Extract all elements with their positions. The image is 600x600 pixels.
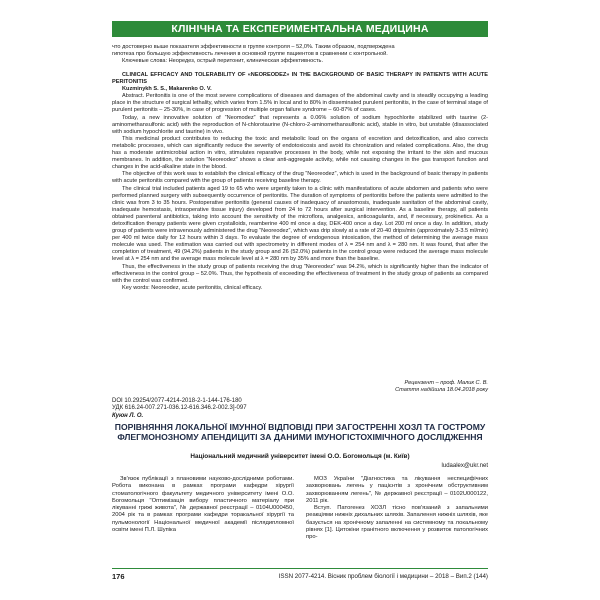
english-paragraph: Today, a new innovative solution of “Neomodez” that represents a 0.06% solution of sodium hypochlorite stabilized with taurine (2-aminomethansulfonic acid) with the reproduction of N-chlorotaurine (N-chloro-2-aminomethansulfonic acid), stable in vitro, but unstable (disassociated with sodium hypochlorite and taurine) in vivo. xyxy=(112,114,488,135)
english-paragraph: The clinical trial included patients aged 19 to 65 who were urgently taken to a clinic with manifestations of acute abdomen and patients who were performed planned surgery with subsequently occurrence of peritonitis. The duration of symptoms of peritonitis before the patients were admitted to the clinic was from 3 to 35 hours. Postoperative peritonitis (general causes of inadequacy of anastomosis, inadequate sanitation of the abdominal cavity, inadequate hemostasis, intraoperative tissue injury) developed from 24 to 72 hours after surgical intervention. As a baseline therapy, all patients obtained parenteral antibiotics, taking into account the sensitivity of the microflora, analgesics, anticoagulants, and, if necessary, prokinetics. As a detoxification therapy patients were given crystalloids, reamberine 400 ml once a day, DEK-400 once a day. Lot 200 ml once a day. In addition, study group of patients were intravenously administered the drug “Neoreodez”, which was drip slowly at a rate of 20-40 drips/min (approximately 3-3.5 ml/min) per 400 ml twice daily for 12 hours within 3 days. To evaluate the degree of endogenous intoxication, the method of determining the average mass molecule was used. The estimation was carried out with spectrometry in different modes of λ = 254 nm and λ = 280 nm. It was found, that after the completion of treatment, 49 (94.2%) patients in the study group and 26 (52.0%) patients in the control group were reduced the average mass molecule level at λ = 254 nm and the average mass molecule level at λ = 280 nm by 35% and more than the baseline. xyxy=(112,185,488,263)
affiliation: Національний медичний університет імені О.О. Богомольця (м. Київ) xyxy=(190,453,410,460)
previous-abstract-end xyxy=(112,44,488,65)
received-date: Стаття надійшла 18.04.2018 року xyxy=(395,387,488,394)
prev-abstract-line-2: гипотеза про большую эффективность лечения в основной группе пациентов в сравнении с контрольной. xyxy=(112,51,388,58)
footer-rule xyxy=(112,568,488,569)
journal-section-title: КЛІНІЧНА ТА ЕКСПЕРИМЕНТАЛЬНА МЕДИЦИНА xyxy=(171,23,429,35)
article-author: Куюн Л. О. xyxy=(112,412,144,419)
udc: УДК 616.24-007.271-036.12-616.346.2-002.3]-097 xyxy=(112,405,247,412)
doi: DOI 10.29254/2077-4214-2018-2-1-144-176-180 xyxy=(112,398,242,404)
left-column-text: Зв'язок публікації з плановими науково-дослідними роботами. Робота виконана в рамках програми кафедри хірургії стоматологічного факультету медичного університету імені О.О. Богомольця "Оптимізація вибору пластичного матеріалу при лікуванні грижі живота", № державної реєстрації – 0104U000450, 2004 рік та в рамках програми кафедри торакальної хірургії та пульмонології Національної медичної академії післядипломної освіти імені П.Л. Шупіка xyxy=(112,476,294,534)
prev-abstract-keywords: Ключевые слова: Неоредез, острый перитонит, клиническая эффективность. xyxy=(122,58,324,65)
right-column-text-1: МОЗ України "Діагностика та лікування неспецифічних захворювань легень у пацієнтів з хронічним обструктивним захворюванням легень", № державної реєстрації – 0102U000122, 2011 рік. xyxy=(306,476,488,504)
english-title: CLINICAL EFFICACY AND TOLERABILITY OF «NEOREODEZ» IN THE BACKGROUND OF BASIC THERAPY IN PATIENTS WITH ACUTE PERITONITIS xyxy=(112,72,488,86)
reviewer-note xyxy=(238,380,488,394)
journal-footer: ISSN 2077-4214. Вісник проблем біології і медицини – 2018 – Вип.2 (144) xyxy=(278,573,488,580)
english-paragraph: Thus, the effectiveness in the study group of patients receiving the drug “Neoreodez” was 94.2%, which is significantly higher than the indicator of effectiveness in the control group – 52.0%. Thus, the hypothesis of exceeding the effectiveness of treatment in the study group of patients as compared with the control was confirmed. xyxy=(112,263,488,284)
author-email[interactable]: ludaalex@ukr.net xyxy=(441,463,488,469)
english-paragraph: Abstract. Peritonitis is one of the most severe complications of diseases and damages of the abdominal cavity and is steadily occupying a leading place in the structure of surgical lethality, which varies from 1.5% in local and to 80% in disseminated purulent peritonitis, in the case of terminal stage of purulent peritonitis – 25-30%, in case of progression of multiple organ failure syndrome – 60-87% of cases. xyxy=(112,93,488,114)
english-paragraph: The objective of this work was to establish the clinical efficacy of the drug “Neoreodez”, which is used in the background of basic therapy in patients with acute peritonitis compared with the group of patients receiving baseline therapy. xyxy=(112,171,488,185)
left-column xyxy=(112,476,294,534)
english-abstract xyxy=(112,72,488,292)
english-authors: Kuzminykh S. S., Makarenko O. V. xyxy=(122,86,212,93)
english-paragraph: This medicinal product contributes to reducing the toxic and metabolic load on the organs of excretion and detoxification, and also corrects metabolic processes, which can significantly reduce the severity of endotoxicosis and avoid its chronization and related complications. Also, the drug has a moderate antimicrobial action in vitro, stimulates reparative processes in the body, while not exposing the irritant to the skin and mucous membranes. In addition, the solution “Neoreodez” shows a clear anti-aggregate activity, while not causing changes in the gas transport function and changes in the acid-alkaline state in the blood. xyxy=(112,135,488,171)
english-keywords: Key words: Neoreodez, acute peritonitis, clinical efficacy. xyxy=(122,284,263,291)
ukrainian-article-meta xyxy=(112,398,488,420)
reviewer: Рецензент – проф. Малик С. В. xyxy=(404,380,488,386)
prev-abstract-line-1: что достоверно выше показателя эффективности в группе контроля – 52,0%. Таким образом, подтверждена xyxy=(112,44,395,50)
right-column xyxy=(306,476,488,542)
ukrainian-article-title: ПОРІВНЯННЯ ЛОКАЛЬНОЇ ІМУННОЇ ВІДПОВІДІ ПРИ ЗАГОСТРЕННІ ХОЗЛ ТА ГОСТРОМУ ФЛЕГМОНОЗНОМУ АПЕНДИЦИТІ ЗА ДАНИМИ ІМУНОГІСТОХІМІЧНОГО ДОСЛІДЖЕННЯ xyxy=(114,422,486,442)
right-column-text-2: Вступ. Патогенез ХОЗЛ тісно пов'язаний з запальними реакціями нижніх дихальних шляхів. Запалення нижніх шляхів, яке базується на хронічному запаленні на системному та локальному рівнях [1]. Цитокіни гранітного включення у розвиток патологічних про- xyxy=(306,505,488,541)
page-number: 176 xyxy=(112,572,125,581)
